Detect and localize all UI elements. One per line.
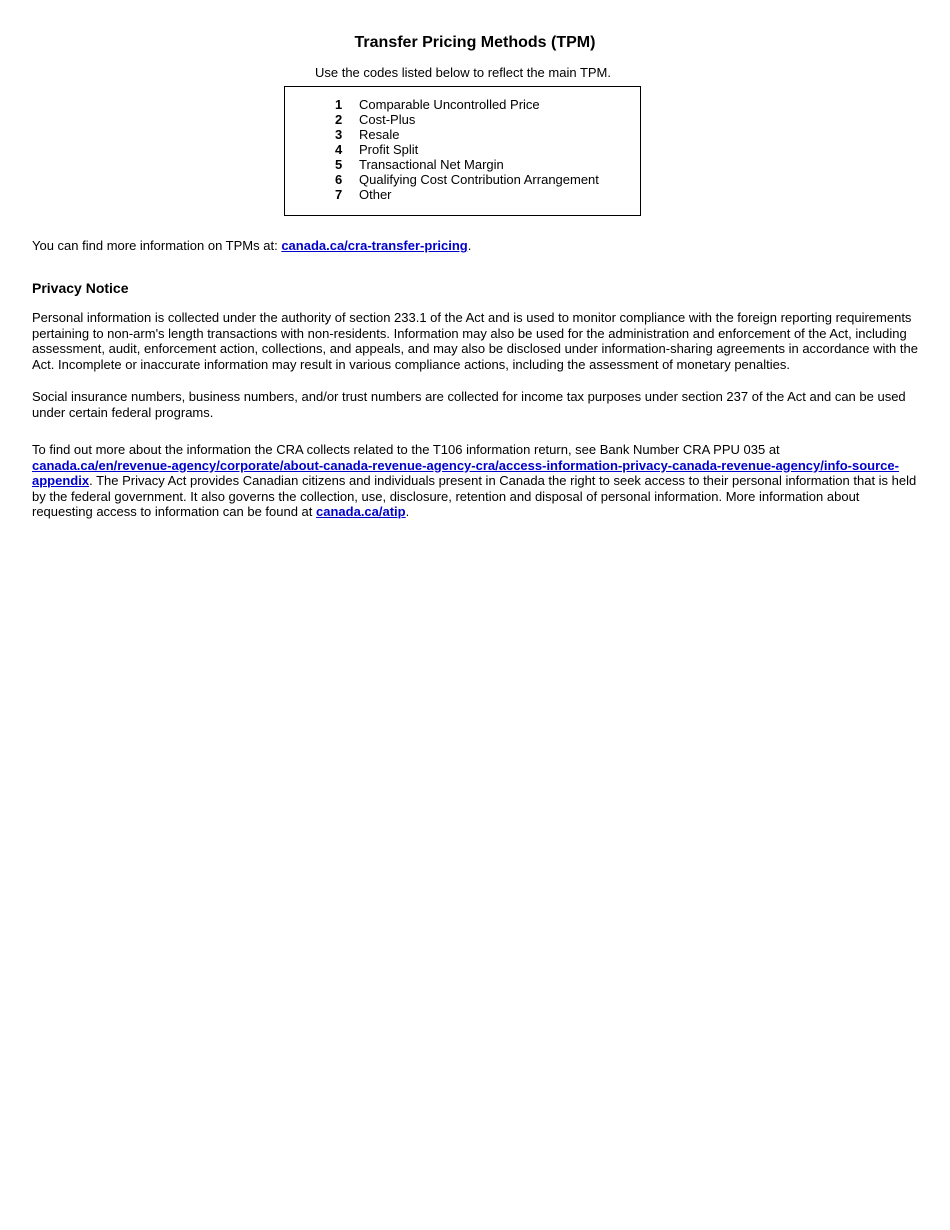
- tpm-code-number: 6: [335, 172, 343, 187]
- more-info-line: [32, 238, 471, 254]
- transfer-pricing-link[interactable]: canada.ca/cra-transfer-pricing: [281, 238, 468, 253]
- tpm-code-number: 3: [335, 127, 343, 142]
- instruction-text: Use the codes listed below to reflect the main TPM.: [314, 65, 611, 80]
- info-source-link[interactable]: canada.ca/en/revenue-agency/corporate/about-canada-revenue-agency-cra/access-information-privacy-canada-revenue-agency/info-source-appendix: [32, 457, 899, 489]
- tpm-codes-list: [335, 97, 599, 202]
- tpm-code-label: Qualifying Cost Contribution Arrangement: [359, 172, 599, 187]
- tpm-code-item: [335, 142, 599, 157]
- tpm-code-number: 2: [335, 112, 343, 127]
- page-title: Transfer Pricing Methods (TPM): [354, 34, 596, 51]
- access-text-end: .: [405, 504, 410, 520]
- privacy-paragraph-collection: Personal information is collected under the authority of section 233.1 of the Act and is used to monitor compliance with the foreign reporting requirements pertaining to non-arm's length transactions with non-residents. Information may also be used for the administration and enforcement of the Act, including assessment, audit, enforcement action, collections, and appeals, and may also be disclosed under information-sharing agreements in accordance with the Act. Incomplete or inaccurate information may result in various compliance actions, including the assessment of monetary penalties.: [32, 310, 918, 372]
- tpm-codes-box: [284, 86, 641, 216]
- tpm-code-item: [335, 97, 599, 112]
- privacy-notice-heading: Privacy Notice: [32, 280, 129, 296]
- tpm-code-item: [335, 172, 599, 187]
- tpm-code-item: [335, 187, 599, 202]
- atip-link[interactable]: canada.ca/atip: [316, 504, 406, 520]
- tpm-code-label: Profit Split: [359, 142, 419, 157]
- more-info-text: You can find more information on TPMs at:: [32, 238, 282, 253]
- access-text-middle: . The Privacy Act provides Canadian citizens and individuals present in Canada the right to seek access to their personal information that is held by the federal government. It also governs the collection, use, disclosure, retention and disposal of personal information. More information about requesting access to information can be found at: [32, 473, 917, 520]
- tpm-code-item: [335, 127, 599, 142]
- tpm-code-item: [335, 112, 599, 127]
- tpm-code-label: Transactional Net Margin: [359, 157, 504, 172]
- privacy-paragraph-identifiers: Social insurance numbers, business numbers, and/or trust numbers are collected for income tax purposes under section 237 of the Act and can be used under certain federal programs.: [32, 389, 906, 420]
- tpm-code-label: Resale: [359, 127, 400, 142]
- tpm-code-number: 1: [335, 97, 343, 112]
- tpm-code-item: [335, 157, 599, 172]
- access-text-before: To find out more about the information the CRA collects related to the T106 information return, see Bank Number CRA PPU 035 at: [32, 442, 780, 457]
- privacy-paragraph-access: [32, 442, 918, 520]
- tpm-code-label: Comparable Uncontrolled Price: [359, 97, 540, 112]
- more-info-end: .: [467, 238, 472, 253]
- tpm-code-number: 7: [335, 187, 343, 202]
- tpm-code-number: 5: [335, 157, 343, 172]
- tpm-code-number: 4: [335, 142, 343, 157]
- tpm-code-label: Cost-Plus: [359, 112, 416, 127]
- tpm-code-label: Other: [359, 187, 392, 202]
